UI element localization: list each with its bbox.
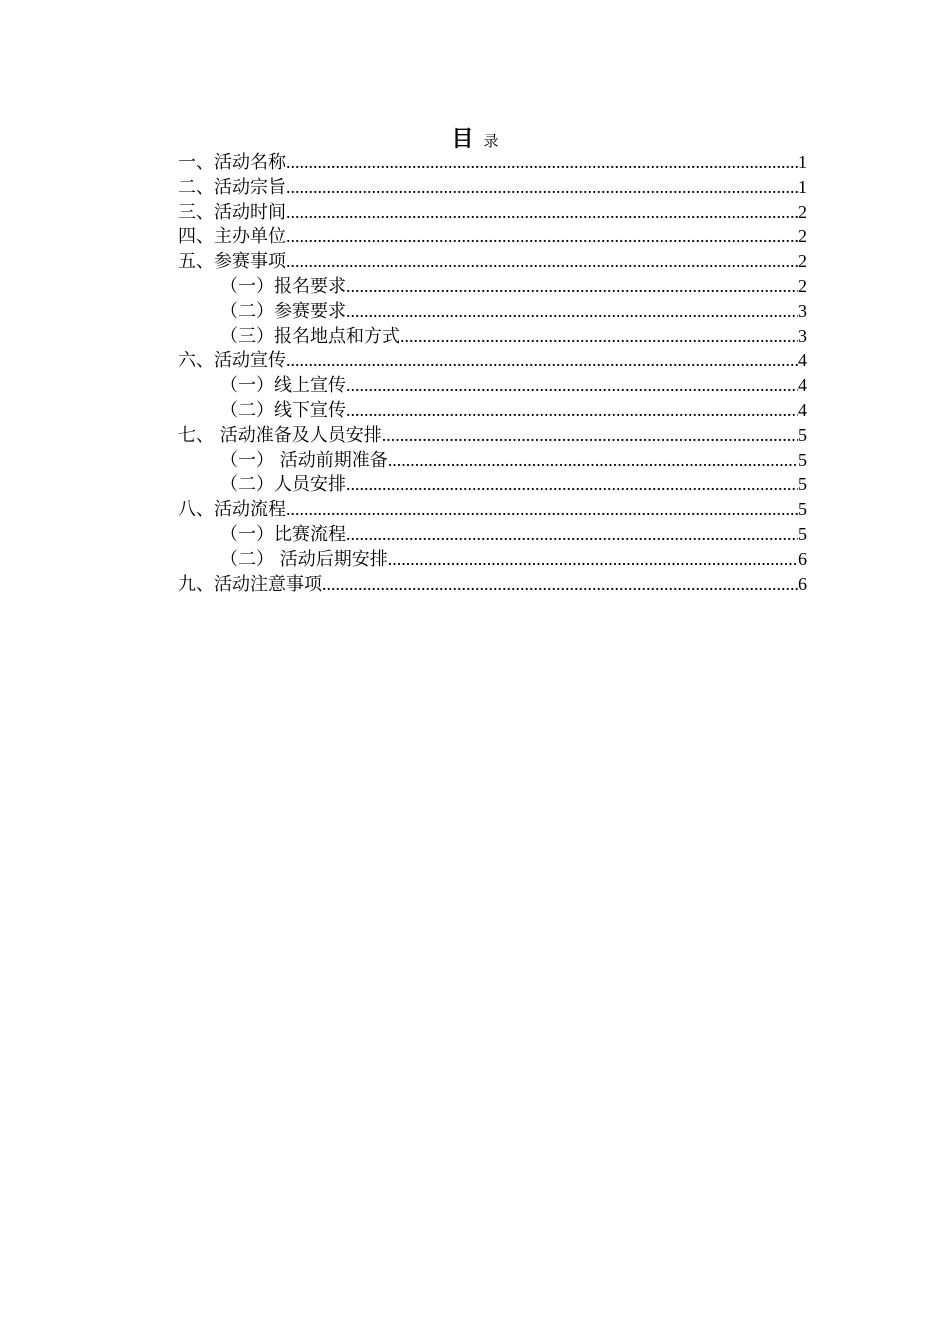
toc-subentry[interactable] (178, 274, 807, 299)
toc-entry-text: 六、活动宣传 (178, 350, 286, 372)
toc-entry-text: 二、活动宗旨 (178, 176, 286, 198)
toc-leader-dots (286, 175, 798, 200)
toc-page-number: 6 (798, 548, 807, 569)
toc-entry[interactable] (178, 348, 807, 373)
toc-subentry[interactable] (178, 547, 807, 572)
toc-entry[interactable] (178, 175, 807, 200)
toc-entry-text: （三）报名地点和方式 (220, 325, 400, 347)
toc-entry-text: 一、活动名称 (178, 152, 286, 173)
toc-leader-dots (346, 274, 798, 299)
toc-leader-dots (286, 200, 798, 225)
toc-page-number: 3 (798, 300, 807, 321)
toc-entry-text: （一）比赛流程 (220, 523, 346, 545)
toc-subentry[interactable] (178, 398, 807, 423)
toc-leader-dots (388, 448, 798, 473)
toc-entry[interactable] (178, 224, 807, 249)
toc-page-number: 2 (798, 201, 807, 222)
toc-title-char-2: 录 (483, 132, 499, 150)
toc-subentry[interactable] (178, 373, 807, 398)
toc-page-number: 4 (798, 399, 807, 420)
toc-leader-dots (346, 472, 798, 497)
toc-page-number: 6 (798, 573, 807, 594)
toc-entry-text: （一）报名要求 (220, 275, 346, 297)
toc-subentry[interactable] (178, 472, 807, 497)
toc-leader-dots (346, 522, 798, 547)
toc-page-number: 5 (798, 523, 807, 544)
toc-entry[interactable] (178, 150, 807, 175)
toc-subentry[interactable] (178, 299, 807, 324)
toc-entry-text: （一）线上宣传 (220, 375, 346, 397)
toc-leader-dots (346, 299, 798, 324)
toc-entry[interactable] (178, 423, 807, 448)
toc-leader-dots (286, 224, 798, 249)
toc-leader-dots (346, 398, 798, 423)
toc-title (0, 122, 950, 153)
toc-leader-dots (388, 547, 798, 572)
toc-entry-text: （一） 活动前期准备 (220, 449, 388, 471)
toc-entry-text: 三、活动时间 (178, 201, 286, 223)
toc-entry-text: 七、 活动准备及人员安排 (178, 424, 382, 446)
toc-entry-text: 四、主办单位 (178, 226, 286, 248)
toc-leader-dots (286, 150, 798, 175)
toc-entry-text: （二）人员安排 (220, 474, 346, 496)
toc-subentry[interactable] (178, 522, 807, 547)
toc-title-char-1: 目 (451, 127, 474, 152)
toc-leader-dots (286, 497, 798, 522)
toc-entry[interactable] (178, 497, 807, 522)
table-of-contents (178, 150, 807, 596)
toc-leader-dots (322, 572, 798, 597)
toc-page-number: 1 (798, 152, 807, 172)
toc-leader-dots (286, 348, 798, 373)
toc-leader-dots (400, 324, 798, 349)
toc-entry-text: 五、参赛事项 (178, 251, 286, 273)
toc-page-number: 5 (798, 474, 807, 495)
toc-page-number: 2 (798, 275, 807, 296)
toc-page-number: 1 (798, 176, 807, 197)
toc-page-number: 3 (798, 325, 807, 346)
toc-leader-dots (286, 249, 798, 274)
toc-page-number: 5 (798, 499, 807, 520)
toc-entry-text: 八、活动流程 (178, 499, 286, 521)
toc-leader-dots (346, 373, 798, 398)
toc-entry-text: （二）参赛要求 (220, 300, 346, 322)
toc-page-number: 5 (798, 424, 807, 445)
toc-entry[interactable] (178, 200, 807, 225)
toc-subentry[interactable] (178, 324, 807, 349)
toc-page-number: 4 (798, 375, 807, 396)
toc-page-number: 4 (798, 350, 807, 371)
toc-leader-dots (382, 423, 798, 448)
toc-page-number: 2 (798, 251, 807, 272)
toc-entry-text: 九、活动注意事项 (178, 573, 322, 595)
toc-page-number: 5 (798, 449, 807, 470)
toc-entry[interactable] (178, 572, 807, 597)
toc-entry-text: （二）线下宣传 (220, 399, 346, 421)
toc-entry-text: （二） 活动后期安排 (220, 548, 388, 570)
toc-page-number: 2 (798, 226, 807, 247)
toc-subentry[interactable] (178, 448, 807, 473)
toc-entry[interactable] (178, 249, 807, 274)
